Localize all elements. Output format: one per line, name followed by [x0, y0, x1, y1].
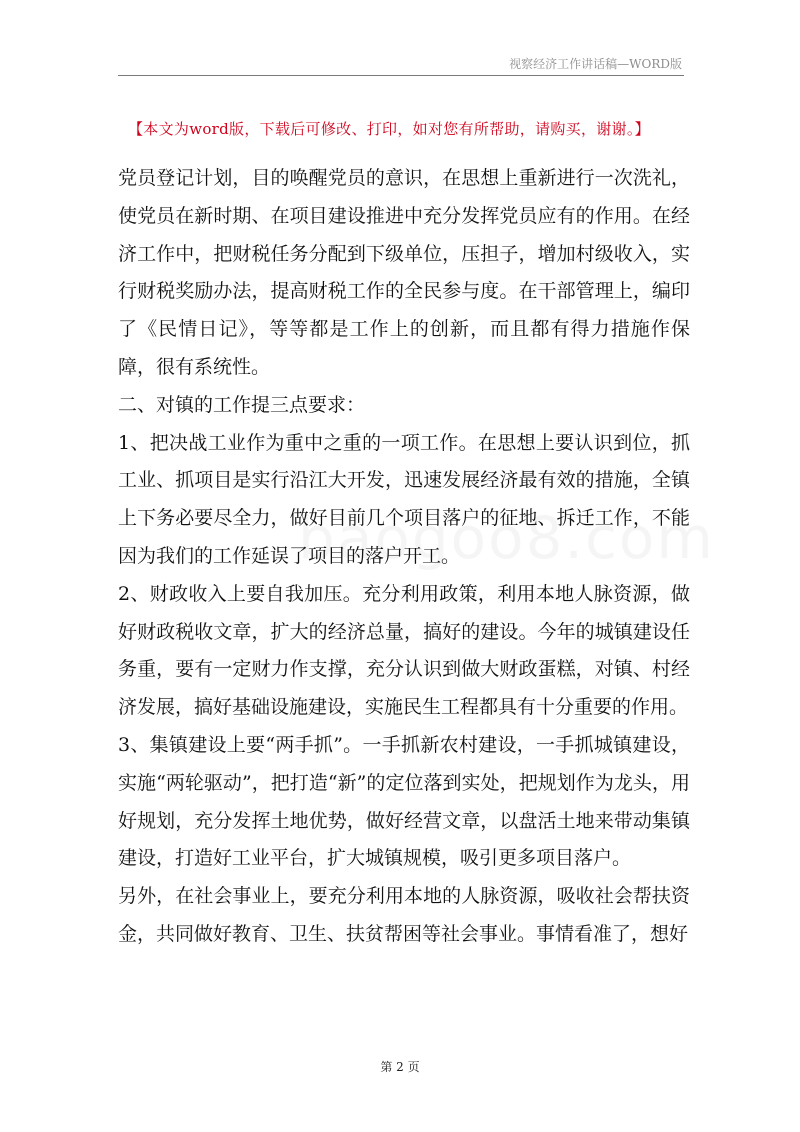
header-title: 视察经济工作讲话稿—WORD版	[509, 57, 682, 71]
document-body	[118, 160, 690, 954]
header-rule	[118, 75, 684, 76]
paragraph: 另外，在社会事业上，要充分利用本地的人脉资源，吸收社会帮扶资金，共同做好教育、卫生、扶贫帮困等社会事业。事情看准了，想好	[118, 885, 690, 945]
paragraph: 党员登记计划，目的唤醒党员的意识，在思想上重新进行一次洗礼，使党员在新时期、在项目建设推进中充分发挥党员应有的作用。在经济工作中，把财税任务分配到下级单位，压担子，增加村级收入，实行财税奖励办法，提高财税工作的全民参与度。在干部管理上，编印了《民情日记》，等等都是工作上的创新，而且都有得力措施作保障，很有系统性。	[118, 167, 690, 378]
paragraph: 3、集镇建设上要“两手抓”。一手抓新农村建设，一手抓城镇建设，实施“两轮驱动”，把打造“新”的定位落到实处，把规划作为龙头，用好规划，充分发挥土地优势，做好经营文章，以盘活土地来带动集镇建设，打造好工业平台，扩大城镇规模，吸引更多项目落户。	[118, 733, 690, 870]
paragraph: 2、财政收入上要自我加压。充分利用政策，利用本地人脉资源，做好财政税收文章，扩大的经济总量，搞好的建设。今年的城镇建设任务重，要有一定财力作支撑，充分认识到做大财政蛋糕，对镇、村经济发展，搞好基础设施建设，实施民生工程都具有十分重要的作用。	[118, 582, 690, 719]
section-heading: 二、对镇的工作提三点要求：	[118, 393, 366, 416]
download-notice: 【本文为word版，下载后可修改、打印，如对您有所帮助，请购买，谢谢。】	[128, 120, 650, 138]
page-number: 第 2 页	[380, 1060, 420, 1074]
paragraph: 1、把决战工业作为重中之重的一项工作。在思想上要认识到位，抓工业、抓项目是实行沿江大开发，迅速发展经济最有效的措施，全镇上下务必要尽全力，做好目前几个项目落户的征地、拆迁工作，不能因为我们的工作延误了项目的落户开工。	[118, 431, 690, 567]
